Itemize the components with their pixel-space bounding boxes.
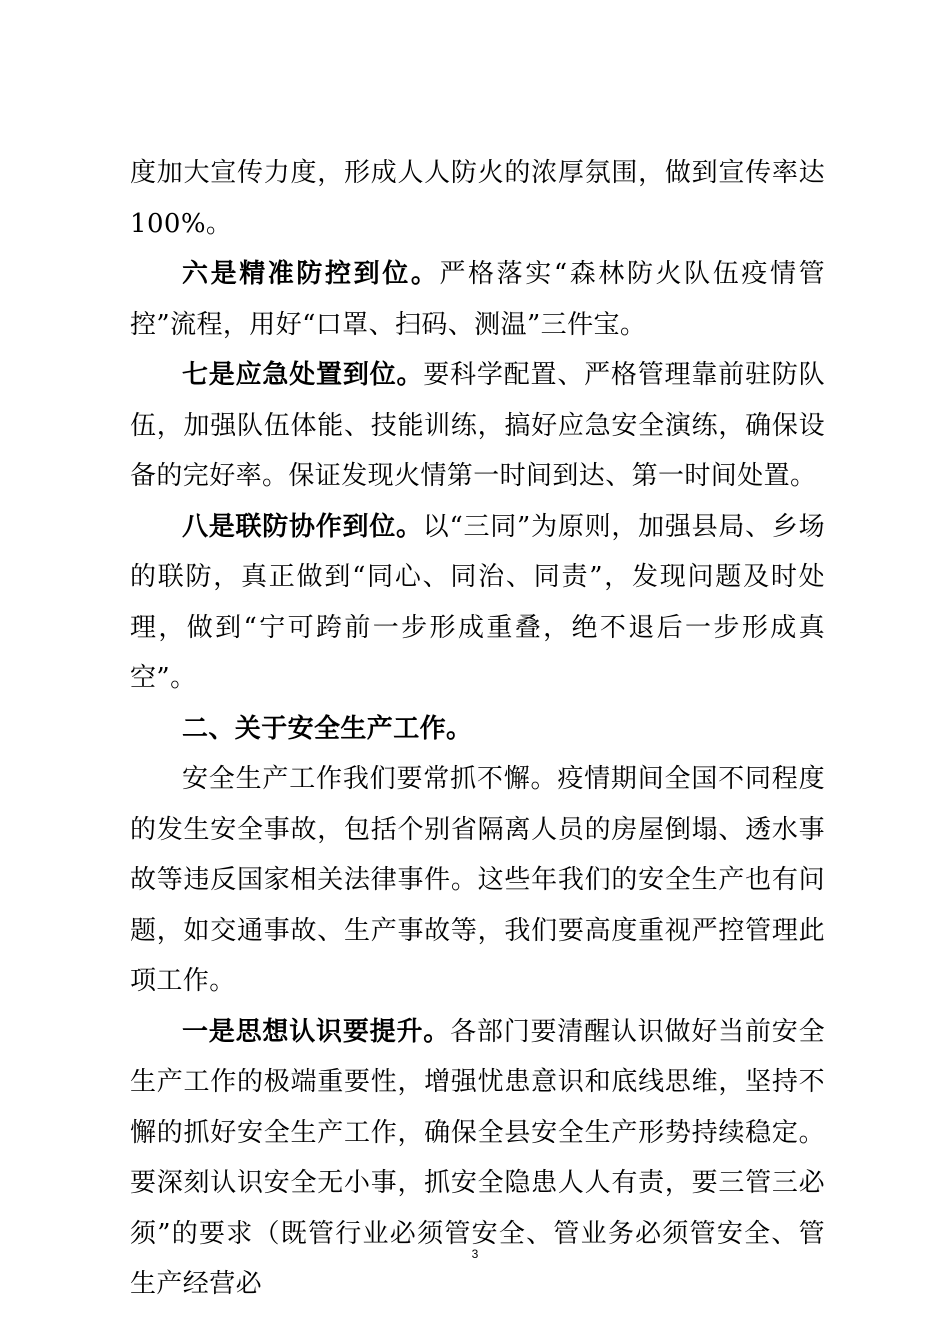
paragraph-text: 各部门要清醒认识做好当前安全生产工作的极端重要性，增强忧患意识和底线思维，坚持不懈的抓好安全生产工作，确保全县安全生产形势持续稳定。要深刻认识安全无小事，抓安全隐患人人有责，要三管三必须”的要求（既管行业必须管安全、管业务必须管安全、管生产经营必	[130, 1016, 825, 1299]
paragraph-joint-defense	[130, 502, 825, 704]
paragraph-continuation	[130, 148, 825, 249]
paragraph-text: 严格落实“森林防火队伍疫情管控”流程，用好“口罩、扫码、测温”三件宝。	[130, 259, 825, 340]
paragraph-text: 要科学配置、严格管理靠前驻防队伍，加强队伍体能、技能训练，搞好应急安全演练，确保设备的完好率。保证发现火情第一时间到达、第一时间处置。	[130, 360, 825, 491]
page-number: 3	[471, 1247, 479, 1261]
paragraph-emergency-response	[130, 350, 825, 502]
document-body	[130, 148, 825, 1310]
section-heading: 二、关于安全生产工作。	[182, 713, 473, 744]
paragraph-text: 安全生产工作我们要常抓不懈。疫情期间全国不同程度的发生安全事故，包括个别省隔离人员的房屋倒塌、透水事故等违反国家相关法律事件。这些年我们的安全生产也有问题，如交通事故、生产事故等，我们要高度重视严控管理此项工作。	[130, 764, 825, 996]
paragraph-text: 度加大宣传力度，形成人人防火的浓厚氛围，做到宣传率达100%。	[130, 158, 825, 239]
paragraph-lead: 六是精准防控到位。	[182, 259, 440, 289]
paragraph-text: 以“三同”为原则，加强县局、乡场的联防，真正做到“同心、同治、同责”，发现问题及时处理，做到“宁可跨前一步形成重叠，绝不退后一步形成真空”。	[130, 511, 826, 693]
paragraph-precise-prevention	[130, 249, 825, 350]
paragraph-lead: 一是思想认识要提升。	[182, 1016, 451, 1047]
paragraph-lead: 七是应急处置到位。	[182, 360, 424, 390]
paragraph-awareness	[130, 1007, 825, 1310]
paragraph-safety-intro	[130, 754, 825, 1007]
paragraph-lead: 八是联防协作到位。	[182, 511, 423, 542]
